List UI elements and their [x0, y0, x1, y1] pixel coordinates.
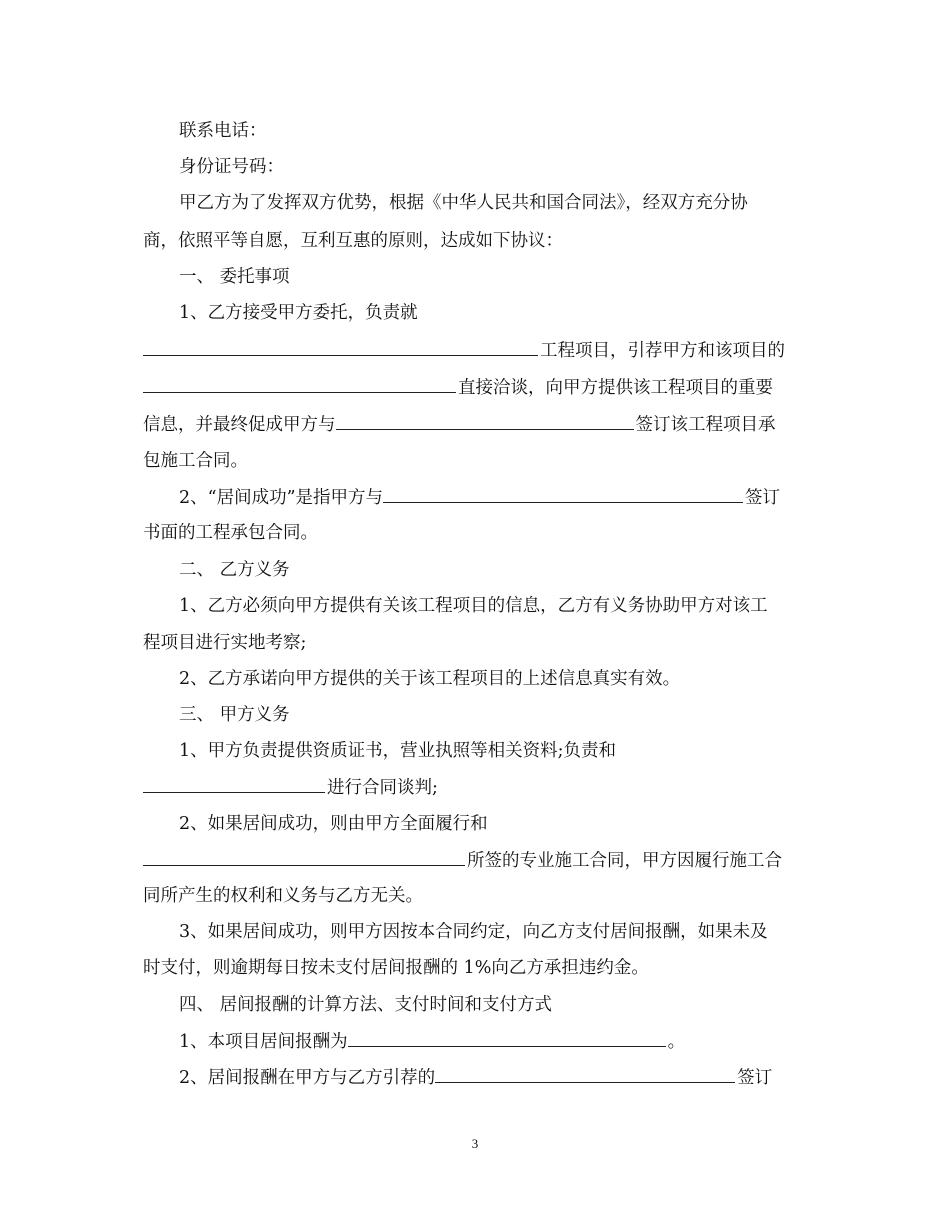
blank-field	[143, 372, 456, 393]
section-1-title: 一、 委托事项	[179, 267, 290, 287]
preamble-line-2: 商，依照平等自愿，互利互惠的原则，达成如下协议：	[143, 231, 563, 251]
clause-1-1-line-3: 直接洽谈，向甲方提供该工程项目的重要	[143, 372, 813, 402]
clause-3-2-line-1: 2、如果居间成功，则由甲方全面履行和	[179, 814, 488, 834]
section-2-title: 二、 乙方义务	[179, 560, 290, 580]
clause-4-2-line-1: 2、居间报酬在甲方与乙方引荐的 签订	[179, 1062, 813, 1092]
clause-1-1-line-2: 工程项目，引荐甲方和该项目的	[143, 335, 813, 365]
clause-3-1-line-2: 进行合同谈判;	[143, 772, 813, 802]
clause-3-1-line-1: 1、甲方负责提供资质证书，营业执照等相关资料;负责和	[179, 741, 617, 761]
blank-field	[383, 482, 743, 503]
clause-3-3-line-1: 3、如果居间成功，则甲方因按本合同约定，向乙方支付居间报酬，如果未及	[179, 922, 768, 942]
clause-1-2-line-1: 2、“居间成功”是指甲方与 签订	[179, 482, 813, 512]
id-number-line: 身份证号码：	[179, 157, 284, 177]
preamble-line-1: 甲乙方为了发挥双方优势，根据《中华人民共和国合同法》，经双方充分协	[179, 193, 748, 213]
blank-field	[348, 1026, 666, 1047]
clause-1-1-line-1: 1、乙方接受甲方委托，负责就	[179, 303, 418, 323]
contact-phone-line: 联系电话：	[179, 121, 267, 141]
clause-2-2: 2、乙方承诺向甲方提供的关于该工程项目的上述信息真实有效。	[179, 669, 681, 689]
blank-field	[143, 335, 538, 356]
clause-4-1: 1、本项目居间报酬为 。	[179, 1026, 813, 1056]
page-number: 3	[471, 1136, 479, 1151]
clause-3-3-line-2: 时支付，则逾期每日按未支付居间报酬的 1%向乙方承担违约金。	[143, 958, 649, 978]
section-4-title: 四、 居间报酬的计算方法、支付时间和支付方式	[179, 995, 553, 1015]
clause-1-1-line-4: 信息，并最终促成甲方与 签订该工程项目承	[143, 409, 813, 439]
clause-1-2-line-2: 书面的工程承包合同。	[143, 523, 318, 543]
clause-1-1-line-5: 包施工合同。	[143, 451, 248, 471]
blank-field	[336, 409, 634, 430]
clause-2-1-line-2: 程项目进行实地考察;	[143, 633, 307, 653]
blank-field	[435, 1062, 735, 1083]
clause-3-2-line-2: 所签的专业施工合同，甲方因履行施工合	[143, 845, 813, 875]
clause-3-2-line-3: 同所产生的权利和义务与乙方无关。	[143, 886, 423, 906]
blank-field	[143, 845, 465, 866]
blank-field	[143, 772, 325, 793]
clause-2-1-line-1: 1、乙方必须向甲方提供有关该工程项目的信息，乙方有义务协助甲方对该工	[179, 596, 768, 616]
section-3-title: 三、 甲方义务	[179, 705, 290, 725]
